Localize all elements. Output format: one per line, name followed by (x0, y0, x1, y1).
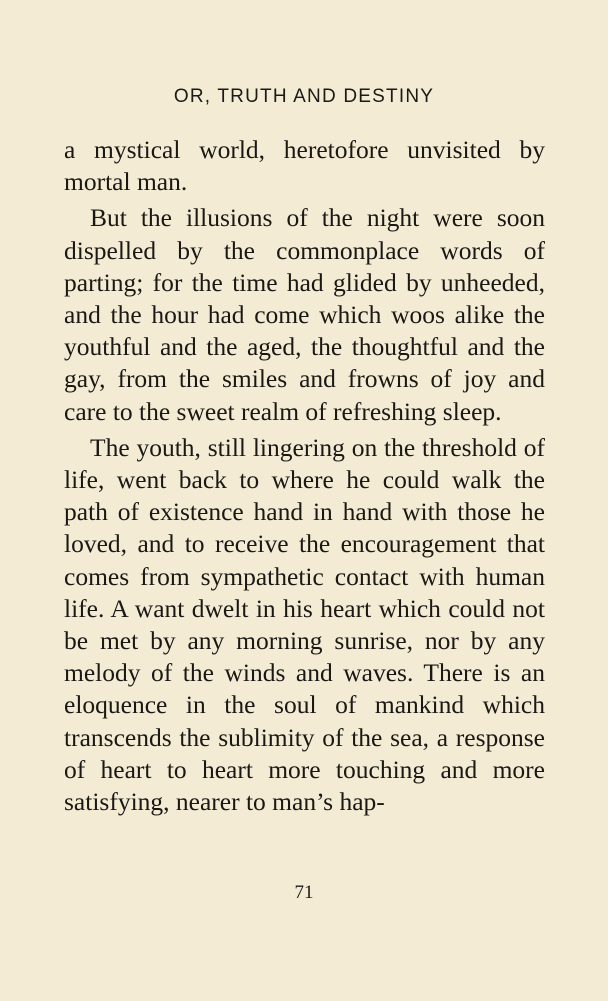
page-number: 71 (294, 882, 314, 903)
paragraph: But the illusions of the night were soon dispelled by the commonplace words of parting; for the time had glided by unheeded, and the hour had come which woos alike the youthful and the aged, the thoughtful and the gay, from the smiles and frowns of joy and care to the sweet realm of refreshing sleep. (64, 203, 545, 426)
paragraph: The youth, still lingering on the threshold of life, went back to where he could walk the path of existence hand in hand with those he loved, and to receive the encouragement that comes from sympathetic contact with human life. A want dwelt in his heart which could not be met by any morning sunrise, nor by any melody of the winds and waves. There is an eloquence in the soul of mankind which transcends the sublimity of the sea, a response of heart to heart more touching and more satisfying, nearer to man’s hap- (64, 432, 545, 817)
page-body (64, 134, 545, 818)
paragraph-continued: a mystical world, heretofore unvisited by mortal man. (64, 135, 545, 197)
running-head: OR, TRUTH AND DESTINY (173, 86, 435, 107)
